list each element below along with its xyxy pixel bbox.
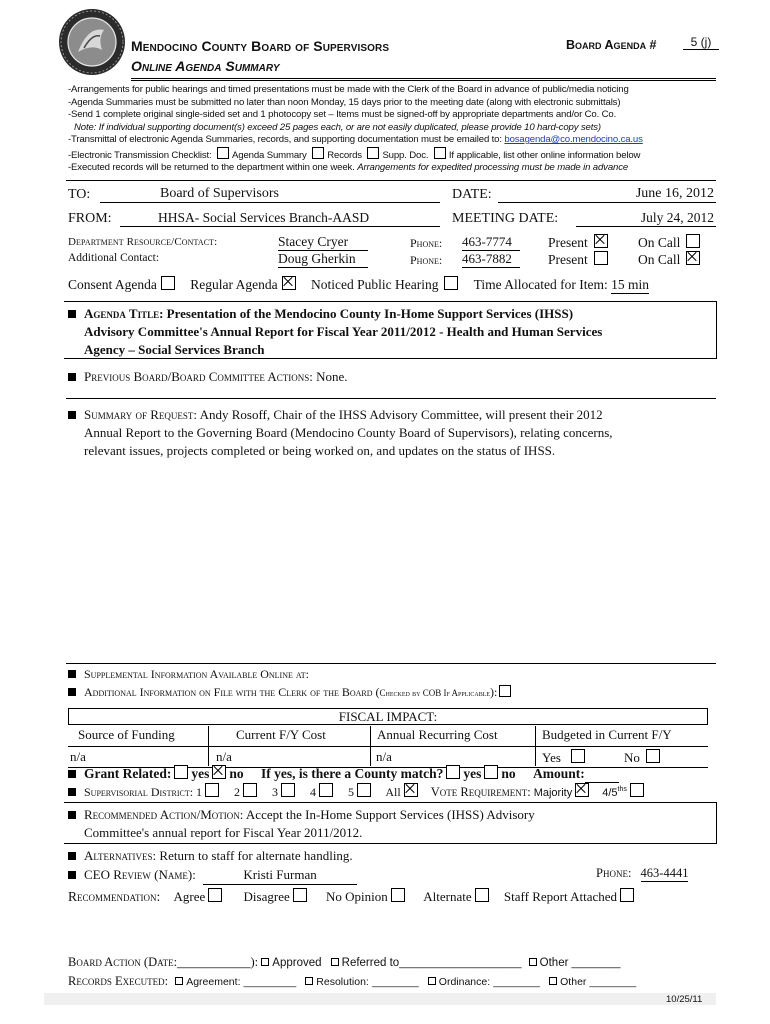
grant-related-row: Grant Related: yes no If yes, is there a County match? yes no Amount: bbox=[68, 765, 619, 783]
contact-2-value[interactable]: Doug Gherkin bbox=[278, 251, 368, 268]
summary-of-request: Summary of Request: Andy Rosoff, Chair of the IHSS Advisory Committee, will present their 2012 Annual Report to the Governing Board (Mendocino County Board of Supervisors), relating concerns, relevant issues, projects completed or being worked on, and updates on the status of IHSS. bbox=[68, 406, 718, 460]
from-value[interactable]: HHSA- Social Services Branch-AASD bbox=[120, 210, 440, 227]
alternatives: Alternatives: Return to staff for alternate handling. bbox=[68, 847, 353, 865]
phone-2-value[interactable]: 463-7882 bbox=[462, 251, 520, 268]
email-link[interactable]: bosagenda@co.mendocino.ca.us bbox=[504, 134, 643, 145]
notice-line-2: -Agenda Summaries must be submitted no later than noon Monday, 15 days prior to the meeting date (along with electronic submittals) bbox=[68, 96, 621, 108]
records-agreement-checkbox[interactable] bbox=[175, 977, 183, 985]
records-other-checkbox[interactable] bbox=[549, 977, 557, 985]
district-row: Supervisorial District: 1 2 3 4 5 All Vote Requirement: Majority $4/5^{ths}$ bbox=[68, 783, 647, 800]
contact-1-value[interactable]: Stacey Cryer bbox=[278, 234, 368, 251]
records-executed-row: Records Executed: Agreement: _________ Resolution: ________ Ordinance: ________ Other ________ bbox=[68, 974, 637, 988]
ceo-phone: Phone: 463-4441 bbox=[596, 866, 689, 880]
present-row-1: Present bbox=[548, 234, 611, 251]
rec-no-opinion-checkbox[interactable] bbox=[391, 888, 405, 902]
phone-1-value[interactable]: 463-7774 bbox=[462, 234, 520, 251]
checklist-records-checkbox[interactable] bbox=[312, 147, 324, 159]
rec-staff-report-checkbox[interactable] bbox=[620, 888, 634, 902]
vote-majority-checkbox[interactable] bbox=[575, 783, 589, 797]
oncall-1-checkbox[interactable] bbox=[686, 234, 700, 248]
present-row-2: Present bbox=[548, 251, 611, 268]
agenda-title: Agenda Title: Presentation of the Mendocino County In-Home Support Services (IHSS) Advisory Committee's Annual Report for Fiscal Year 2011/2012 - Health and Human Services Agency – Social Services Branch bbox=[68, 305, 713, 359]
form-subtitle: Online Agenda Summary bbox=[131, 58, 280, 74]
oncall-row-2: On Call bbox=[638, 251, 703, 268]
regular-agenda-checkbox[interactable] bbox=[282, 276, 296, 290]
fiscal-header-budgeted: Budgeted in Current F/Y bbox=[542, 727, 672, 742]
ceo-review: CEO Review (Name): Kristi Furman bbox=[68, 866, 357, 885]
instructions-block bbox=[68, 84, 728, 175]
agenda-number-label: Board Agenda # bbox=[566, 38, 657, 52]
time-allocated-value[interactable]: 15 min bbox=[611, 277, 649, 292]
notice-line-3: -Send 1 complete original single-sided set and 1 photocopy set – Items must be signed-off by appropriate departments and/or Co. Co. bbox=[68, 109, 617, 120]
footer-bar bbox=[44, 993, 716, 1005]
noticed-hearing-checkbox[interactable] bbox=[444, 276, 458, 290]
fiscal-header-source: Source of Funding bbox=[78, 727, 175, 742]
supplemental-info: Supplemental Information Available Online at: bbox=[68, 667, 309, 682]
board-action-row: Board Action (Date:____________): Approved Referred to____________________ Other ________ bbox=[68, 955, 621, 969]
present-2-checkbox[interactable] bbox=[594, 251, 608, 265]
fiscal-source-value: n/a bbox=[70, 749, 86, 764]
meeting-date-value[interactable]: July 24, 2012 bbox=[576, 210, 716, 227]
match-no-checkbox[interactable] bbox=[484, 765, 498, 779]
district-5-checkbox[interactable] bbox=[357, 783, 371, 797]
recommended-action: Recommended Action/Motion: Accept the In-Home Support Services (IHSS) Advisory Committee's annual report for Fiscal Year 2011/2012. bbox=[68, 806, 713, 842]
additional-info-checkbox[interactable] bbox=[499, 685, 511, 697]
dept-contact-label: Department Resource/Contact: bbox=[68, 236, 218, 248]
to-label: TO: bbox=[68, 187, 91, 202]
notice-line-6: -Electronic Transmission Checklist: Agenda Summary Records Supp. Doc. If applicable, list other online information below bbox=[68, 147, 728, 163]
vote-four-fifths-checkbox[interactable] bbox=[630, 783, 644, 797]
additional-info: Additional Information on File with the Clerk of the Board (Checked by COB If Applicable): bbox=[68, 685, 514, 700]
additional-contact-label: Additional Contact: bbox=[68, 252, 160, 264]
oncall-row-1: On Call bbox=[638, 234, 703, 251]
district-1-checkbox[interactable] bbox=[205, 783, 219, 797]
meeting-date-label: MEETING DATE: bbox=[452, 211, 559, 226]
records-resolution-checkbox[interactable] bbox=[305, 977, 313, 985]
board-referred-checkbox[interactable] bbox=[331, 958, 339, 966]
district-3-checkbox[interactable] bbox=[281, 783, 295, 797]
phone-label-2: Phone: bbox=[410, 253, 443, 267]
present-1-checkbox[interactable] bbox=[594, 234, 608, 248]
checklist-supp-doc-checkbox[interactable] bbox=[367, 147, 379, 159]
checklist-agenda-summary-checkbox[interactable] bbox=[217, 147, 229, 159]
agenda-type-row: Consent Agenda Regular Agenda Noticed Public Hearing Time Allocated for Item: 15 min bbox=[68, 277, 649, 292]
to-value[interactable]: Board of Supervisors bbox=[100, 186, 440, 203]
recommendation-row: Recommendation: Agree Disagree No Opinion Alternate Staff Report Attached bbox=[68, 888, 637, 905]
fiscal-header-current: Current F/Y Cost bbox=[236, 727, 326, 742]
oncall-2-checkbox[interactable] bbox=[686, 251, 700, 265]
rec-disagree-checkbox[interactable] bbox=[293, 888, 307, 902]
agenda-number-value: 5 (j) bbox=[683, 35, 719, 50]
revision-date: 10/25/11 bbox=[666, 994, 703, 1005]
notice-line-1: -Arrangements for public hearings and timed presentations must be made with the Clerk of the Board in advance of public/media noticing bbox=[68, 84, 629, 95]
amount-field[interactable] bbox=[585, 766, 619, 783]
consent-agenda-checkbox[interactable] bbox=[161, 276, 175, 290]
previous-actions: Previous Board/Board Committee Actions: None. bbox=[68, 368, 348, 386]
budgeted-no-checkbox[interactable] bbox=[646, 749, 660, 763]
from-label: FROM: bbox=[68, 211, 112, 226]
district-2-checkbox[interactable] bbox=[243, 783, 257, 797]
phone-label-1: Phone: bbox=[410, 236, 443, 250]
board-approved-checkbox[interactable] bbox=[261, 958, 269, 966]
date-label: DATE: bbox=[452, 187, 492, 202]
rec-agree-checkbox[interactable] bbox=[208, 888, 222, 902]
notice-line-7: -Executed records will be returned to the department within one week. Arrangements for expedited processing must be made in advance bbox=[68, 162, 629, 173]
match-yes-checkbox[interactable] bbox=[446, 765, 460, 779]
fiscal-recurring-value: n/a bbox=[376, 749, 392, 764]
form-title: Mendocino County Board of Supervisors bbox=[131, 38, 390, 54]
district-all-checkbox[interactable] bbox=[404, 783, 418, 797]
fiscal-impact-title: FISCAL IMPACT: bbox=[68, 708, 708, 725]
fiscal-impact-table: Source of Funding Current F/Y Cost Annual Recurring Cost Budgeted in Current F/Y n/a n/a n/a Yes No bbox=[68, 726, 708, 768]
grant-no-checkbox[interactable] bbox=[212, 765, 226, 779]
fiscal-header-recurring: Annual Recurring Cost bbox=[377, 727, 498, 742]
checklist-other-checkbox[interactable] bbox=[434, 147, 446, 159]
ceo-phone-value[interactable]: 463-4441 bbox=[640, 866, 689, 880]
board-other-checkbox[interactable] bbox=[529, 958, 537, 966]
budgeted-yes-checkbox[interactable] bbox=[571, 749, 585, 763]
date-value[interactable]: June 16, 2012 bbox=[498, 186, 716, 203]
fiscal-current-value: n/a bbox=[216, 749, 232, 764]
district-4-checkbox[interactable] bbox=[319, 783, 333, 797]
ceo-name-value[interactable]: Kristi Furman bbox=[203, 866, 357, 885]
records-ordinance-checkbox[interactable] bbox=[428, 977, 436, 985]
notice-line-4: Note: If individual supporting document(s) exceed 25 pages each, or are not easily duplicated, please provide 10 hard-copy sets) bbox=[74, 121, 601, 133]
previous-actions-value: None. bbox=[316, 369, 348, 384]
notice-line-5: -Transmittal of electronic Agenda Summaries, records, and supporting documentation must be emailed to: bosagenda@co.mendocino.ca.us bbox=[68, 134, 643, 145]
county-seal bbox=[58, 8, 126, 76]
rec-alternate-checkbox[interactable] bbox=[475, 888, 489, 902]
